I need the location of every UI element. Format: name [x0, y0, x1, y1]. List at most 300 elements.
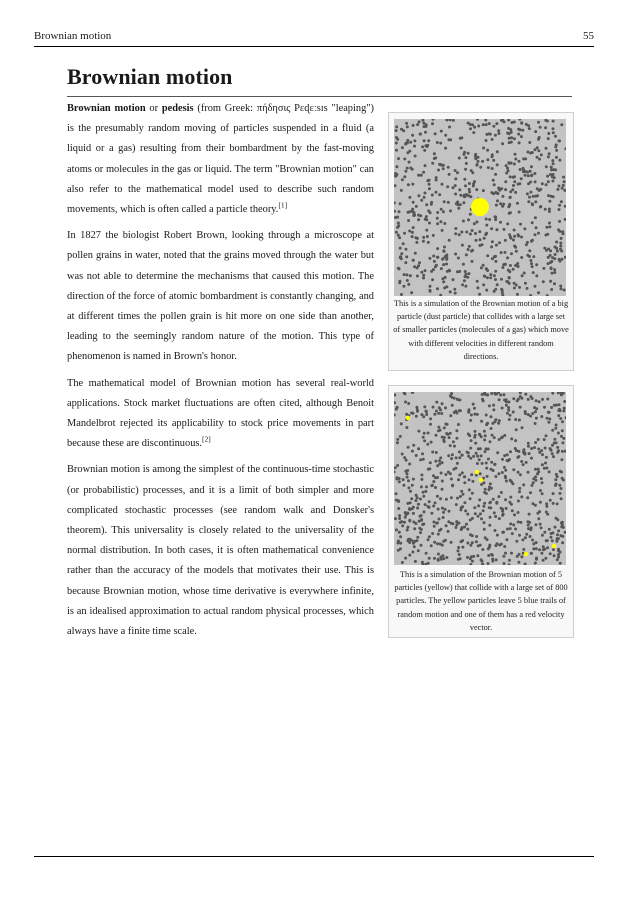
gas-particle: [461, 471, 464, 474]
gas-particle: [436, 287, 439, 290]
gas-particle: [496, 163, 499, 166]
gas-particle: [483, 502, 486, 505]
gas-particle: [536, 146, 539, 149]
gas-particle: [431, 532, 434, 535]
gas-particle: [419, 458, 422, 461]
gas-particle: [457, 423, 460, 426]
gas-particle: [443, 426, 446, 429]
gas-particle: [487, 448, 490, 451]
gas-particle: [428, 535, 431, 538]
gas-particle: [406, 469, 409, 472]
gas-particle: [515, 284, 518, 287]
gas-particle: [523, 227, 526, 230]
gas-particle: [409, 274, 412, 277]
gas-particle: [429, 211, 432, 214]
gas-particle: [497, 472, 500, 475]
gas-particle: [552, 548, 555, 551]
gas-particle: [399, 542, 402, 545]
gas-particle: [394, 466, 397, 469]
gas-particle: [505, 507, 508, 510]
particle-field-1: [394, 119, 566, 296]
gas-particle: [520, 122, 523, 125]
gas-particle: [499, 394, 502, 397]
gas-particle: [507, 119, 510, 122]
gas-particle: [549, 552, 552, 555]
gas-particle: [529, 535, 532, 538]
gas-particle: [551, 429, 554, 432]
gas-particle: [443, 222, 446, 225]
gas-particle: [512, 468, 515, 471]
gas-particle: [484, 536, 487, 539]
gas-particle: [409, 141, 412, 144]
gas-particle: [466, 528, 469, 531]
gas-particle: [556, 188, 559, 191]
gas-particle: [476, 286, 479, 289]
gas-particle: [525, 461, 528, 464]
title-rule: [67, 96, 572, 97]
gas-particle: [491, 422, 494, 425]
gas-particle: [537, 138, 540, 141]
gas-particle: [468, 488, 471, 491]
gas-particle: [517, 471, 520, 474]
gas-particle: [513, 287, 516, 290]
gas-particle: [527, 445, 530, 448]
gas-particle: [436, 217, 439, 220]
gas-particle: [407, 486, 410, 489]
gas-particle: [565, 416, 567, 419]
gas-particle: [444, 255, 447, 258]
gas-particle: [494, 418, 497, 421]
gas-particle: [494, 191, 497, 194]
gas-particle: [471, 541, 474, 544]
gas-particle: [483, 528, 486, 531]
gas-particle: [468, 188, 471, 191]
figure-five-particles: [388, 385, 574, 638]
gas-particle: [474, 512, 477, 515]
gas-particle: [495, 393, 498, 396]
gas-particle: [550, 260, 553, 263]
gas-particle: [436, 542, 439, 545]
gas-particle: [468, 434, 471, 437]
gas-particle: [530, 174, 533, 177]
gas-particle: [535, 263, 538, 266]
gas-particle: [458, 553, 461, 556]
gas-particle: [534, 410, 537, 413]
gas-particle: [436, 256, 439, 259]
gas-particle: [553, 257, 556, 260]
gas-particle: [512, 239, 515, 242]
gas-particle: [395, 528, 398, 531]
gas-particle: [461, 546, 464, 549]
gas-particle: [563, 400, 566, 403]
gas-particle: [450, 541, 453, 544]
gas-particle: [458, 451, 461, 454]
gas-particle: [498, 188, 501, 191]
gas-particle: [472, 184, 475, 187]
gas-particle: [440, 208, 443, 211]
gas-particle: [531, 397, 534, 400]
gas-particle: [532, 271, 535, 274]
gas-particle: [531, 203, 534, 206]
gas-particle: [482, 264, 485, 267]
gas-particle: [551, 180, 554, 183]
gas-particle: [479, 166, 482, 169]
gas-particle: [551, 159, 554, 162]
gas-particle: [459, 495, 462, 498]
gas-particle: [562, 409, 565, 412]
gas-particle: [520, 397, 523, 400]
gas-particle: [423, 139, 426, 142]
gas-particle: [421, 561, 424, 564]
gas-particle: [549, 499, 552, 502]
gas-particle: [417, 194, 420, 197]
gas-particle: [550, 267, 553, 270]
gas-particle: [506, 167, 509, 170]
gas-particle: [420, 478, 423, 481]
gas-particle: [430, 512, 433, 515]
gas-particle: [504, 180, 507, 183]
figure-caption-2: This is a simulation of the Brownian motion of 5 particles (yellow) that collide with a large set of 800 particles. The yellow particles leave 5 blue trails of random motion and one of them has a red velocity vector.: [394, 570, 568, 632]
gas-particle: [478, 458, 481, 461]
gas-particle: [560, 435, 563, 438]
gas-particle: [461, 244, 464, 247]
gas-particle: [434, 132, 437, 135]
gas-particle: [406, 139, 409, 142]
gas-particle: [434, 460, 437, 463]
gas-particle: [557, 553, 560, 556]
gas-particle: [546, 233, 549, 236]
gas-particle: [465, 253, 468, 256]
gas-particle: [517, 233, 520, 236]
gas-particle: [469, 563, 472, 565]
gas-particle: [473, 407, 476, 410]
gas-particle: [456, 201, 459, 204]
gas-particle: [440, 267, 443, 270]
gas-particle: [490, 461, 493, 464]
gas-particle: [558, 185, 561, 188]
gas-particle: [481, 563, 484, 565]
gas-particle: [506, 222, 509, 225]
gas-particle: [471, 492, 474, 495]
gas-particle: [504, 239, 507, 242]
gas-particle: [492, 469, 495, 472]
gas-particle: [537, 149, 540, 152]
gas-particle: [436, 222, 439, 225]
gas-particle: [517, 455, 520, 458]
gas-particle: [486, 276, 489, 279]
gas-particle: [446, 185, 449, 188]
gas-particle: [422, 171, 425, 174]
gas-particle: [518, 119, 521, 121]
gas-particle: [419, 133, 422, 136]
gas-particle: [411, 134, 414, 137]
gas-particle: [529, 491, 532, 494]
gas-particle: [470, 169, 473, 172]
gas-particle: [462, 201, 465, 204]
gas-particle: [493, 511, 496, 514]
gas-particle: [534, 285, 537, 288]
applications-text: The mathematical model of Brownian motion has several real-world applications. Stock market fluctuations are often cited, although Benoit Mandelbrot rejected its applicability to stock price movements in part because these are discontinuous.: [67, 377, 374, 450]
gas-particle: [537, 291, 540, 294]
gas-particle: [424, 218, 427, 221]
gas-particle: [545, 456, 548, 459]
gas-particle: [449, 138, 452, 141]
gas-particle: [543, 467, 546, 470]
gas-particle: [540, 526, 543, 529]
gas-particle: [538, 510, 541, 513]
gas-particle: [562, 184, 565, 187]
gas-particle: [405, 122, 408, 125]
gas-particle: [555, 473, 558, 476]
gas-particle: [506, 256, 509, 259]
gas-particle: [546, 294, 549, 296]
gas-particle: [526, 496, 529, 499]
gas-particle: [458, 474, 461, 477]
gas-particle: [439, 497, 442, 500]
gas-particle: [407, 402, 410, 405]
gas-particle: [497, 129, 500, 132]
gas-particle: [479, 472, 482, 475]
gas-particle: [514, 246, 517, 249]
gas-particle: [494, 515, 497, 518]
gas-particle: [482, 123, 485, 126]
gas-particle: [548, 222, 551, 225]
gas-particle: [533, 172, 536, 175]
gas-particle: [495, 122, 498, 125]
gas-particle: [548, 470, 551, 473]
gas-particle: [397, 234, 400, 237]
gas-particle: [436, 495, 439, 498]
gas-particle: [544, 447, 547, 450]
gas-particle: [413, 545, 416, 548]
gas-particle: [431, 194, 434, 197]
gas-particle: [546, 175, 549, 178]
gas-particle: [562, 479, 565, 482]
gas-particle: [485, 133, 488, 136]
gas-particle: [509, 522, 512, 525]
gas-particle: [437, 508, 440, 511]
gas-particle: [428, 506, 431, 509]
gas-particle: [484, 488, 487, 491]
gas-particle: [444, 406, 447, 409]
gas-particle: [487, 458, 490, 461]
gas-particle: [457, 203, 460, 206]
gas-particle: [530, 165, 533, 168]
gas-particle: [489, 273, 492, 276]
gas-particle: [462, 153, 465, 156]
tracked-particle: [552, 544, 556, 548]
gas-particle: [490, 227, 493, 230]
gas-particle: [468, 191, 471, 194]
gas-particle: [564, 147, 566, 150]
gas-particle: [416, 123, 419, 126]
gas-particle: [404, 516, 407, 519]
gas-particle: [501, 142, 504, 145]
gas-particle: [414, 252, 417, 255]
gas-particle: [527, 182, 530, 185]
gas-particle: [501, 266, 504, 269]
gas-particle: [514, 447, 517, 450]
gas-particle: [464, 184, 467, 187]
gas-particle: [488, 122, 491, 125]
gas-particle: [401, 524, 404, 527]
gas-particle: [498, 419, 501, 422]
gas-particle: [531, 265, 534, 268]
gas-particle: [475, 535, 478, 538]
gas-particle: [550, 195, 553, 198]
gas-particle: [461, 539, 464, 542]
gas-particle: [412, 478, 415, 481]
gas-particle: [396, 438, 399, 441]
gas-particle: [509, 211, 512, 214]
gas-particle: [516, 293, 519, 296]
gas-particle: [533, 406, 536, 409]
gas-particle: [509, 479, 512, 482]
gas-particle: [514, 528, 517, 531]
gas-particle: [494, 173, 497, 176]
reference-1[interactable]: [1]: [278, 200, 288, 210]
gas-particle: [563, 189, 566, 192]
gas-particle: [395, 231, 398, 234]
gas-particle: [532, 547, 535, 550]
gas-particle: [432, 255, 435, 258]
gas-particle: [535, 399, 538, 402]
gas-particle: [496, 199, 499, 202]
gas-particle: [482, 481, 485, 484]
gas-particle: [556, 502, 559, 505]
gas-particle: [481, 393, 484, 396]
gas-particle: [445, 524, 448, 527]
gas-particle: [456, 462, 459, 465]
gas-particle: [529, 294, 532, 296]
gas-particle: [423, 149, 426, 152]
gas-particle: [464, 168, 467, 171]
gas-particle: [535, 557, 538, 560]
gas-particle: [425, 203, 428, 206]
gas-particle: [458, 188, 461, 191]
gas-particle: [548, 418, 551, 421]
gas-particle: [444, 473, 447, 476]
gas-particle: [476, 164, 479, 167]
gas-particle: [530, 457, 533, 460]
gas-particle: [554, 135, 557, 138]
gas-particle: [433, 521, 436, 524]
gas-particle: [548, 528, 551, 531]
gas-particle: [502, 555, 505, 558]
gas-particle: [538, 548, 541, 551]
gas-particle: [482, 399, 485, 402]
gas-particle: [485, 492, 488, 495]
gas-particle: [494, 270, 497, 273]
gas-particle: [506, 280, 509, 283]
gas-particle: [441, 402, 444, 405]
gas-particle: [435, 434, 438, 437]
gas-particle: [428, 257, 431, 260]
gas-particle: [539, 188, 542, 191]
gas-particle: [545, 226, 548, 229]
gas-particle: [466, 513, 469, 516]
gas-particle: [494, 529, 497, 532]
gas-particle: [398, 267, 401, 270]
gas-particle: [520, 495, 523, 498]
gas-particle: [469, 519, 472, 522]
gas-particle: [439, 142, 442, 145]
gas-particle: [537, 232, 540, 235]
gas-particle: [486, 394, 489, 397]
gas-particle: [441, 554, 444, 557]
gas-particle: [496, 542, 499, 545]
gas-particle: [437, 412, 440, 415]
gas-particle: [407, 479, 410, 482]
gas-particle: [463, 481, 466, 484]
gas-particle: [395, 408, 398, 411]
gas-particle: [444, 134, 447, 137]
gas-particle: [558, 139, 561, 142]
gas-particle: [444, 423, 447, 426]
gas-particle: [467, 152, 470, 155]
gas-particle: [407, 183, 410, 186]
gas-particle: [470, 473, 473, 476]
gas-particle: [404, 170, 407, 173]
gas-particle: [430, 484, 433, 487]
gas-particle: [558, 220, 561, 223]
gas-particle: [456, 171, 459, 174]
gas-particle: [424, 269, 427, 272]
gas-particle: [542, 280, 545, 283]
gas-particle: [429, 423, 432, 426]
gas-particle: [509, 264, 512, 267]
gas-particle: [396, 441, 399, 444]
figure-caption-1: This is a simulation of the Brownian motion of a big particle (dust particle) that collides with a large set of smaller particles (molecules of a gas) which move with different velocities in different random directions.: [393, 299, 569, 361]
gas-particle: [551, 531, 554, 534]
gas-particle: [408, 520, 411, 523]
gas-particle: [527, 527, 530, 530]
gas-particle: [507, 127, 510, 130]
gas-particle: [500, 543, 503, 546]
gas-particle: [420, 199, 423, 202]
gas-particle: [556, 537, 559, 540]
gas-particle: [485, 467, 488, 470]
gas-particle: [463, 195, 466, 198]
gas-particle: [483, 237, 486, 240]
gas-particle: [560, 393, 563, 396]
gas-particle: [484, 119, 487, 122]
gas-particle: [431, 122, 434, 125]
gas-particle: [547, 194, 550, 197]
gas-particle: [490, 245, 493, 248]
ipa-pronunciation: Pɛɖɛːsɪs: [290, 103, 328, 114]
gas-particle: [545, 165, 548, 168]
gas-particle: [444, 539, 447, 542]
gas-particle: [472, 131, 475, 134]
gas-particle: [497, 132, 500, 135]
gas-particle: [517, 133, 520, 136]
gas-particle: [550, 168, 553, 171]
gas-particle: [552, 455, 555, 458]
gas-particle: [398, 210, 401, 213]
gas-particle: [556, 533, 559, 536]
reference-2[interactable]: [2]: [202, 434, 211, 444]
gas-particle: [463, 475, 466, 478]
gas-particle: [423, 510, 426, 513]
gas-particle: [465, 162, 468, 165]
gas-particle: [517, 183, 520, 186]
gas-particle: [407, 446, 410, 449]
gas-particle: [438, 459, 441, 462]
gas-particle: [527, 471, 530, 474]
gas-particle: [480, 454, 483, 457]
gas-particle: [425, 123, 428, 126]
